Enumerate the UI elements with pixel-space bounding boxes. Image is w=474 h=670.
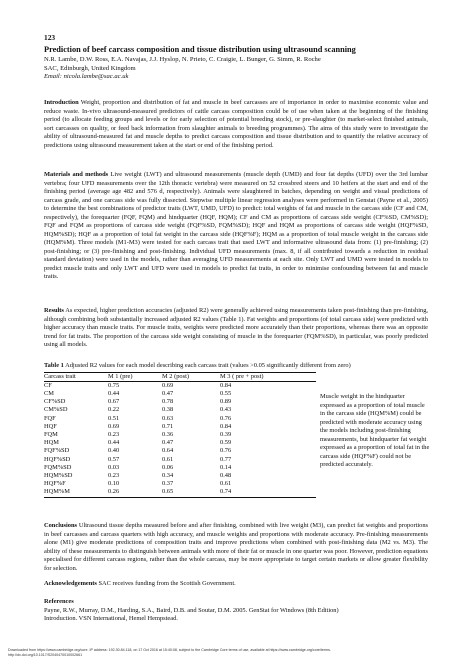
table-trait-cell: HQF%SD [44, 455, 71, 463]
table-value-cell: 0.44 [108, 389, 120, 397]
table-value-cell: 0.78 [162, 398, 174, 406]
table-row [44, 456, 316, 464]
table-value-cell: 0.76 [220, 447, 232, 455]
table-value-cell: 0.10 [108, 480, 120, 488]
table-trait-cell: CM [44, 389, 54, 397]
table-header-row [44, 372, 316, 381]
table-trait-cell: HQM%M [44, 488, 70, 496]
table-row [44, 415, 316, 423]
table-trait-cell: HQM%SD [44, 471, 73, 479]
contact-email: Email: nicola.lambe@sac.ac.uk [44, 73, 129, 81]
table-value-cell: 0.38 [162, 406, 174, 414]
table-header-cell: M 2 (post) [162, 372, 189, 380]
author-block [44, 56, 428, 82]
footer-download-notice[interactable]: Downloaded from https://www.cambridge.org/core. IP address: 192.30.84.118, on 17 Oct 2016 at 15:40:08, subject to the Cambridge Core terms of use, available at https://www.cambridge.org/core/terms. [8, 648, 331, 652]
table-value-cell: 0.84 [220, 422, 232, 430]
table-value-cell: 0.75 [108, 381, 120, 389]
table-value-cell: 0.36 [162, 430, 174, 438]
paper-title: Prediction of beef carcass composition and tissue distribution using ultrasound scanning [44, 45, 356, 54]
table-trait-cell: FQM%SD [44, 463, 72, 471]
table-row [44, 480, 316, 488]
page-number: 123 [44, 33, 56, 42]
table-row [44, 381, 316, 390]
references-section [44, 598, 428, 624]
results-heading: Results [44, 307, 64, 314]
conclusions-section [44, 522, 428, 573]
table-value-cell: 0.37 [162, 480, 174, 488]
table-row [44, 439, 316, 447]
table-value-cell: 0.03 [108, 463, 120, 471]
table-value-cell: 0.43 [220, 406, 232, 414]
table-value-cell: 0.48 [220, 471, 232, 479]
table-value-cell: 0.44 [108, 439, 120, 447]
table-body [44, 381, 316, 497]
table-value-cell: 0.23 [108, 471, 120, 479]
table-row [44, 488, 316, 497]
table-row [44, 447, 316, 455]
reference-entry-continued: Introduction. VSN International, Hemel Hempstead. [44, 615, 178, 623]
table-value-cell: 0.61 [162, 455, 174, 463]
table-row [44, 472, 316, 480]
acknowledgements-section [44, 580, 428, 589]
table-trait-cell: FQF [44, 414, 56, 422]
table-row [44, 423, 316, 431]
table-value-cell: 0.61 [220, 480, 232, 488]
conclusions-heading: Conclusions [44, 522, 78, 529]
table-trait-cell: FQF%SD [44, 447, 70, 455]
table-trait-cell: CF%SD [44, 398, 66, 406]
table-row [44, 464, 316, 472]
table-trait-cell: CM%SD [44, 406, 68, 414]
table-value-cell: 0.26 [108, 488, 120, 496]
table-row [44, 390, 316, 398]
table-value-cell: 0.63 [162, 414, 174, 422]
reference-entry: Payne, R.W., Murray, D.M., Harding, S.A., Baird, D.B. and Soutar, D.M. 2005. GenStat for Windows (8th Edition) [44, 606, 339, 614]
table-value-cell: 0.47 [162, 439, 174, 447]
table-value-cell: 0.76 [220, 414, 232, 422]
methods-heading: Materials and methods [44, 171, 109, 178]
download-footer [8, 648, 468, 657]
acknowledgements-text: SAC receives funding from the Scottish Government. [96, 580, 236, 587]
table-row [44, 406, 316, 414]
references-heading: References [44, 598, 74, 605]
table-trait-cell: HQM [44, 439, 59, 447]
conclusions-text: Ultrasound tissue depths measured before and after finishing, combined with live weight (M3), can predict fat weights and proportions in beef carcasses and carcass quarters with high accuracy, and muscle weights and proportions with moderate accuracy. Pre-finishing measurements alone (M1) give moderate predictions of composition traits and improve predictions when combined with post-finishing data (M2 vs. M3). The ability of these measurements to distinguish between animals with more of their fat or muscle in one quarter was poor. However, prediction equations specialised for different carcass regions, rather than the whole carcass, may be more appropriate to target certain markets or allow greater flexibility for selection. [44, 522, 428, 572]
table-value-cell: 0.55 [220, 389, 232, 397]
results-section [44, 307, 428, 350]
table-caption [44, 362, 428, 371]
table-value-cell: 0.23 [108, 430, 120, 438]
methods-text: Live weight (LWT) and ultrasound measurements (muscle depth (UMD) and four fat depths (UFD) over the 3rd lumbar vertebra; four UFD measurements over the 12th thoracic vertebra) were measured on 52 crossbred steers and 10 heifers at the start and end of the finishing period (average age 482 and 576 d, respectively). Animals were slaughtered in batches, depending on weight and visual predictions of carcass grade, and one carcass side was fully dissected. Stepwise multiple linear regression analyses were performed in Genstat (Payne et al., 2005) to determine the best combinations of predictor traits (LWT, UMD, UFD) to predict: total weights of fat and muscle in the carcass side (CF and CM, respectively), the forequarter (FQF, FQM) and hindquarter (HQF, HQM); CF and CM as proportions of carcass side weight (CF%SD, CM%SD); FQF and FQM as proportions of carcass side weight (FQF%SD, FQM%SD); HQF and HQM as proportions of carcass side weight (HQF%SD, HQM%SD); HQF as a proportion of total fat weight in the carcass side (HQF%F); HQM as a proportion of total muscle weight in the carcass side (HQM%M). Three models (M1-M3) were tested for each carcass trait that used LWT and informative ultrasound data from: (1) pre-finishing; (2) post-finishing; or (3) pre-finishing and post-finishing. Individual UFD measurements (max. 8, if all contributed towards a reduction in residual standard deviation) were used in the models, rather than averaging UFD measurements at each site. Only LWT and UMD were tested in models to predict muscle traits and only LWT and UFD were used in models to predict fat traits, in order to minimise confounding between fat and muscle traits. [44, 171, 429, 281]
acknowledgements-heading: Acknowledgements [44, 580, 97, 587]
table-value-cell: 0.65 [162, 488, 174, 496]
table-value-cell: 0.51 [108, 414, 120, 422]
table-value-cell: 0.84 [220, 381, 232, 389]
table-value-cell: 0.57 [108, 455, 120, 463]
table-value-cell: 0.22 [108, 406, 120, 414]
introduction-heading: Introduction [44, 99, 79, 106]
table-value-cell: 0.69 [108, 422, 120, 430]
table-value-cell: 0.89 [220, 398, 232, 406]
table-caption-text: Adjusted R2 values for each model describing each carcass trait (values >0.05 significantly different from zero) [63, 362, 351, 369]
methods-section [44, 171, 428, 282]
table-trait-cell: HQF [44, 422, 57, 430]
author-list: N.R. Lambe, D.W. Ross, E.A. Navajas, J.J. Hyslop, N. Prieto, C. Craigie, L. Bunger, G. Simm, R. Roche [44, 56, 321, 63]
table-row [44, 398, 316, 406]
results-table [44, 372, 316, 498]
table-value-cell: 0.59 [220, 439, 232, 447]
footer-doi-link[interactable]: http://dx.doi.org/10.1017/S2040470010002661 [8, 652, 83, 657]
table-value-cell: 0.40 [108, 447, 120, 455]
table-value-cell: 0.71 [162, 422, 174, 430]
table-value-cell: 0.14 [220, 463, 232, 471]
table-header-cell: M 1 (pre) [108, 372, 133, 380]
table-trait-cell: CF [44, 381, 52, 389]
results-text: As expected, higher prediction accuracies (adjusted R2) were generally achieved using measurements taken post-finishing than pre-finishing, although combining both substantially increased adjusted R2 values (Table 1). Fat weights and proportions (of total carcass side) were predicted with higher accuracy than muscle traits. For muscle traits, weights were predicted more accurately than their proportions, whereas there was an opposite trend for fat traits. The proportion of the carcass side weight consisting of muscle in the forequarter (FQM%SD), in particular, was poorly predicted using all models. [44, 307, 428, 349]
affiliation: SAC, Edinburgh, United Kingdom [44, 64, 136, 72]
introduction-section [44, 99, 428, 150]
table-value-cell: 0.74 [220, 488, 232, 496]
table-trait-cell: FQM [44, 430, 58, 438]
introduction-text: Weight, proportion and distribution of fat and muscle in beef carcasses are of importance in order to maximise economic value and reduce waste. In-vivo ultrasound-measured predictors of cattle carcass composition could be of use when taken at the beginning of the finishing period (to allocate feeding groups and levels or for early selection of potential breeding stock), or pre-slaughter (to market-select finished animals, sort carcasses on quality, or feed back information from slaughter animals to breeding programmes). The aims of this study were to investigate the ability of ultrasound-measured fat and muscle depths to predict carcass composition and tissue distribution and to quantify the relative accuracy of predictions using ultrasound measurement taken at the start or end of the finishing period. [44, 99, 428, 149]
table-value-cell: 0.64 [162, 447, 174, 455]
table-value-cell: 0.47 [162, 389, 174, 397]
table-value-cell: 0.77 [220, 455, 232, 463]
table-header-cell: Carcass trait [44, 372, 76, 380]
table-value-cell: 0.06 [162, 463, 174, 471]
table-label: Table 1 [44, 362, 64, 369]
table-trait-cell: HQF%F [44, 480, 66, 488]
table-value-cell: 0.34 [162, 471, 174, 479]
table-side-note: Muscle weight in the hindquarter expressed as a proportion of total muscle in the carcass side (HQM%M) could be predicted with moderate accuracy using the models including post-finishing measurements, but hindquarter fat weight expressed as a proportion of total fat in the carcass side (HQF%F) could not be predicted accurately. [320, 393, 430, 469]
table-header-cell: M 3 ( pre + post) [220, 372, 264, 380]
table-value-cell: 0.67 [108, 398, 120, 406]
table-row [44, 431, 316, 439]
table-value-cell: 0.39 [220, 430, 232, 438]
table-value-cell: 0.69 [162, 381, 174, 389]
